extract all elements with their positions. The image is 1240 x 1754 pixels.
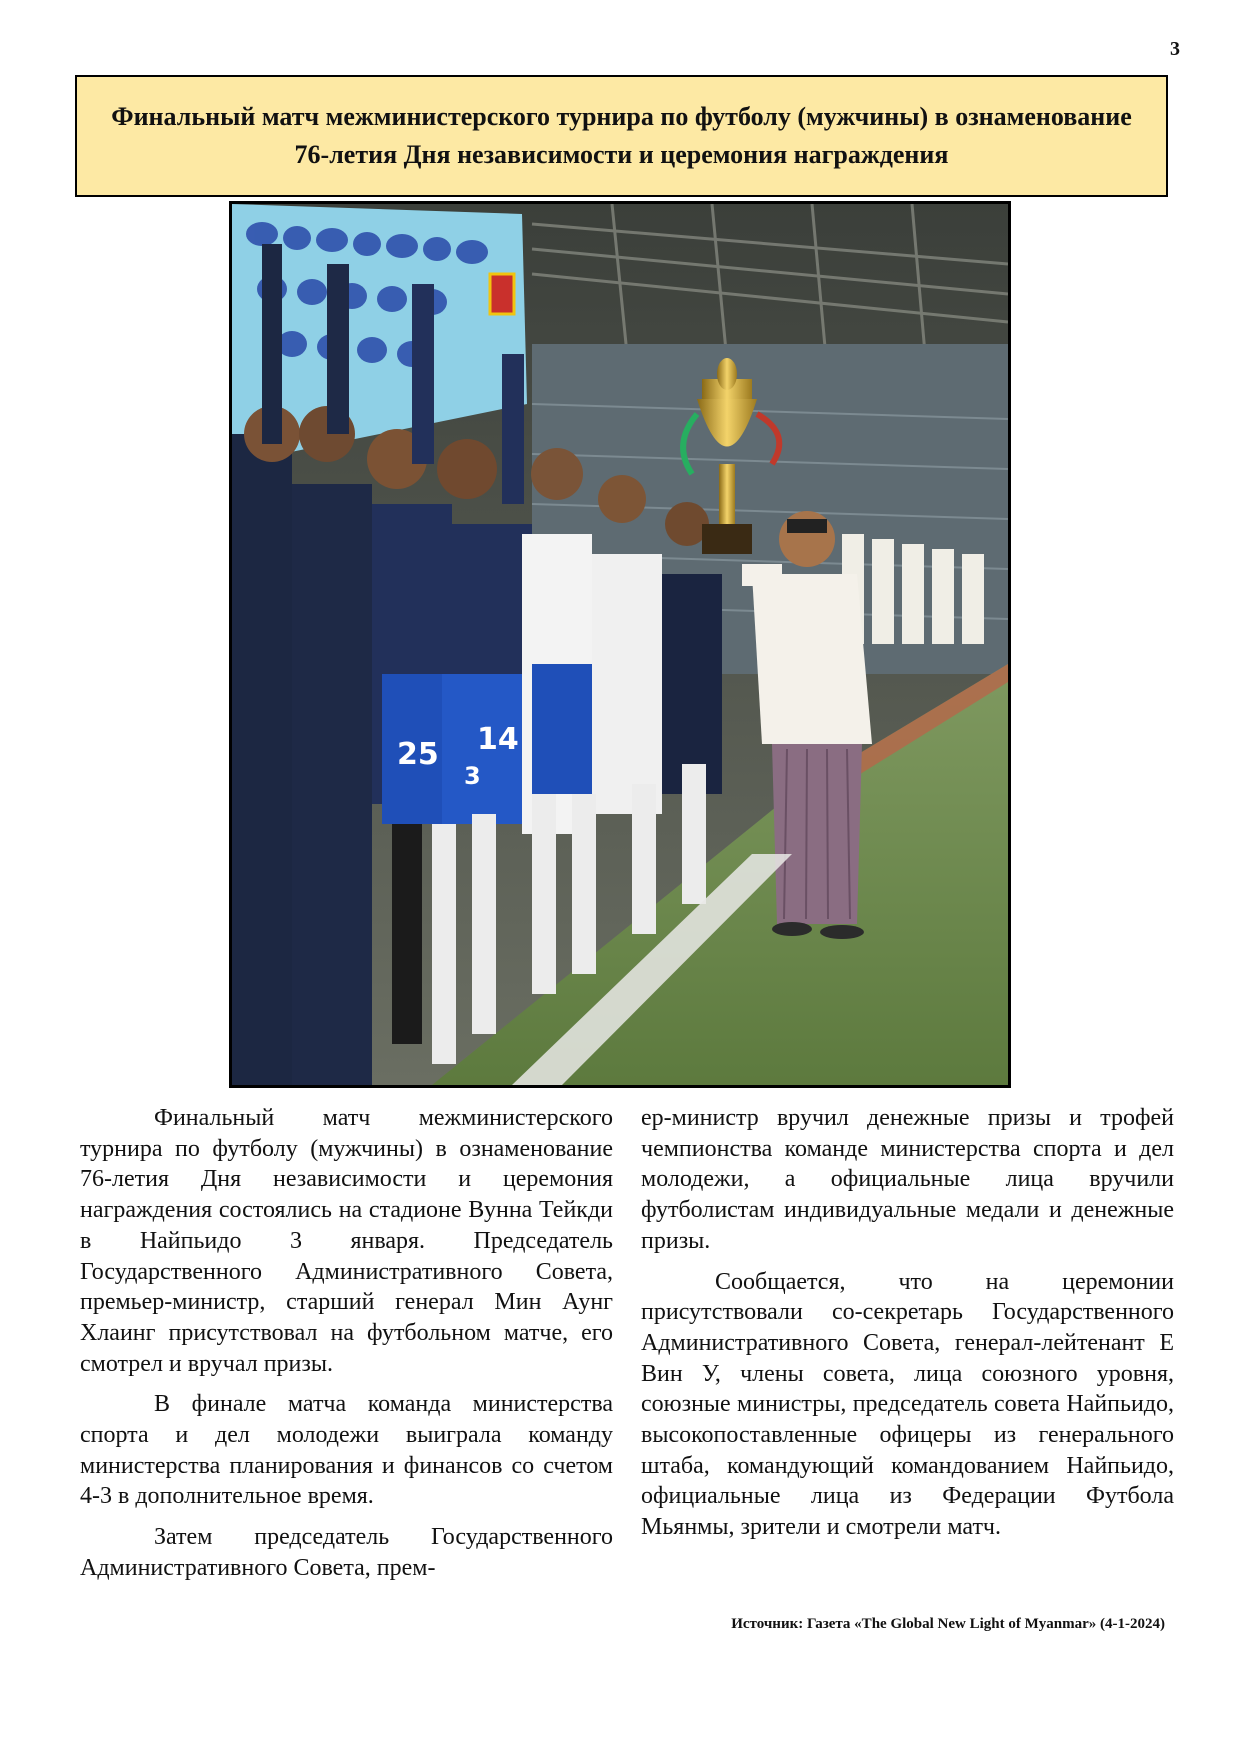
page-number: 3 xyxy=(1170,38,1180,60)
source-credit: Источник: Газета «The Global New Light of Myanmar» (4-1-2024) xyxy=(731,1616,1165,1632)
article-paragraph: В финале матча команда министерства спорта и дел молодежи выиграла команду министерства планирования и финансов со счетом 4-3 в дополнительное время. xyxy=(80,1391,613,1510)
article-paragraph: Сообщается, что на церемонии присутствовали со-секретарь Государственного Административного Совета, генерал-лейтенант Е Вин У, члены совета, лица союзного уровня, союзные министры, председатель совета Найпьидо, высокопоставленные офицеры из генерального штаба, командующий командованием Найпьидо, официальные лица из Федерации Футбола Мьянмы, зрители и смотрели матч. xyxy=(641,1268,1174,1541)
article-paragraph: ер-министр вручил денежные призы и трофей чемпионства команде министерства спорта и дел молодежи, а официальные лица вручили футболистам индивидуальные медали и денежные призы. xyxy=(641,1105,1174,1254)
article-title-box xyxy=(75,75,1168,197)
jersey-number: 3 xyxy=(464,762,481,790)
article-paragraph: Затем председатель Государственного Административного Совета, прем- xyxy=(80,1524,613,1581)
article-paragraph: Финальный матч межминистерского турнира по футболу (мужчины) в ознаменование 76-летия Дня независимости и церемония награждения состоялись на стадионе Вунна Тейкди в Найпьидо 3 января. Председатель Государственного Административного Совета, премьер-министр, старший генерал Мин Аунг Хлаинг присутствовал на футбольном матче, его смотрел и вручал призы. xyxy=(80,1105,613,1377)
jersey-number: 14 xyxy=(477,722,519,757)
article-title: Финальный матч межминистерского турнира по футболу (мужчины) в ознаменование 76-летия Дня независимости и церемония награждения xyxy=(111,102,1132,169)
jersey-number: 25 xyxy=(397,737,439,772)
article-column-left xyxy=(80,1103,613,1594)
award-ceremony-photo xyxy=(229,201,1011,1088)
article-column-right xyxy=(641,1103,1174,1553)
